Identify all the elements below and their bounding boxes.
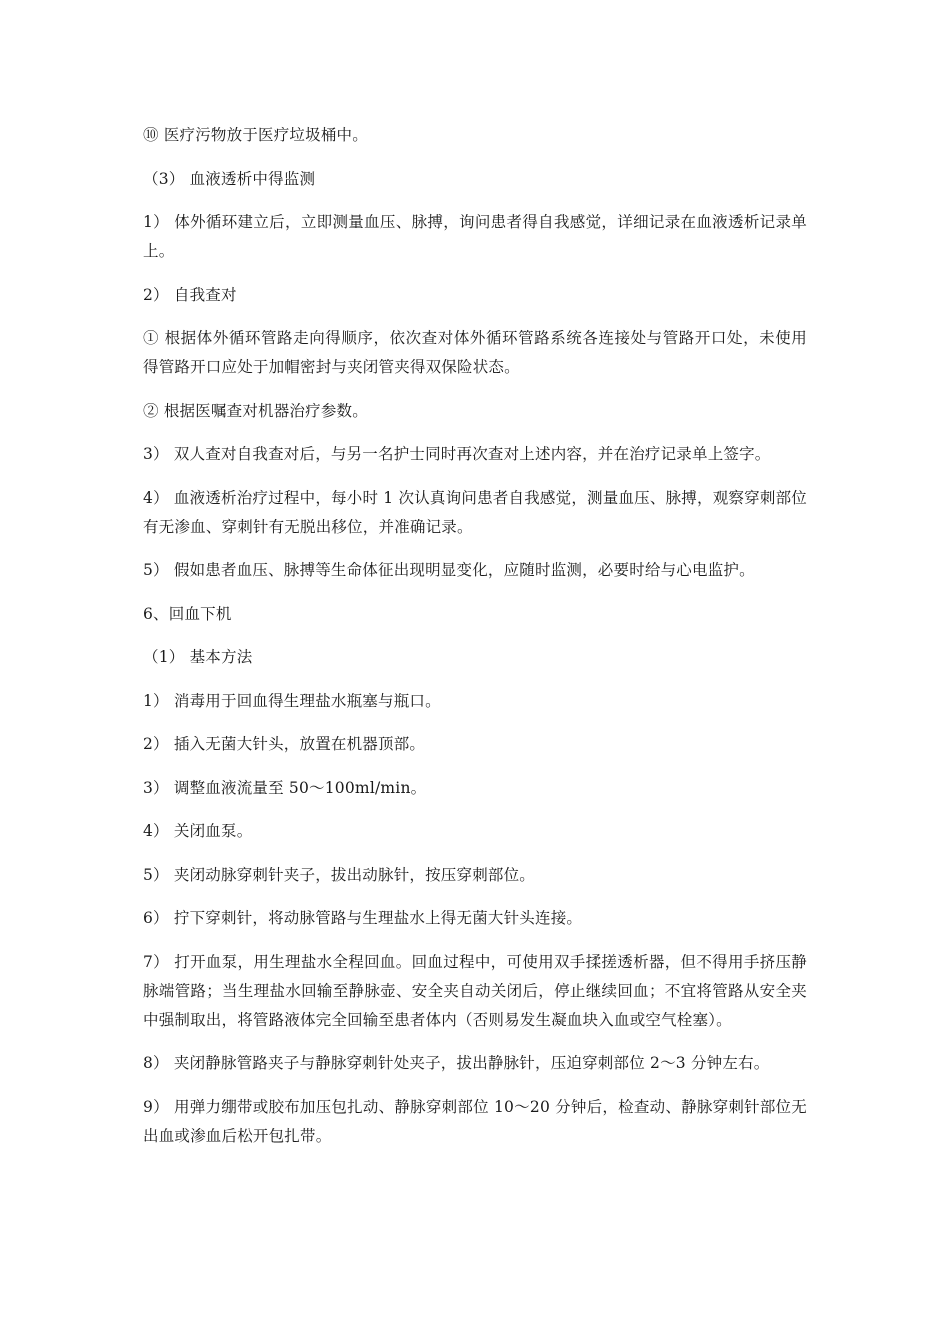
- paragraph-step-5: 5） 夹闭动脉穿刺针夹子，拔出动脉针，按压穿刺部位。: [143, 865, 535, 884]
- heading-monitoring: （3） 血液透析中得监测: [143, 169, 316, 188]
- heading-basic-method: （1） 基本方法: [143, 648, 253, 666]
- paragraph-check-1: ① 根据体外循环管路走向得顺序，依次查对体外循环管路系统各连接处与管路开口处，未使用得管路开口应处于加帽密封与夹闭管夹得双保险状态。: [143, 329, 807, 376]
- document-page: [143, 121, 807, 1165]
- paragraph-monitor-2: 2） 自我查对: [143, 285, 237, 304]
- heading-return-blood: 6、回血下机: [143, 604, 232, 623]
- paragraph-step-7: 7） 打开血泵，用生理盐水全程回血。回血过程中，可使用双手揉搓透析器，但不得用手挤压静脉端管路；当生理盐水回输至静脉壶、安全夹自动关闭后，停止继续回血；不宜将管路从安全夹中强制取出，将管路液体完全回输至患者体内（否则易发生凝血块入血或空气栓塞）。: [143, 952, 807, 1029]
- paragraph-step-9: 9） 用弹力绷带或胶布加压包扎动、静脉穿刺部位 10～20 分钟后，检查动、静脉穿刺针部位无出血或渗血后松开包扎带。: [143, 1097, 807, 1145]
- paragraph-step-4: 4） 关闭血泵。: [143, 822, 253, 840]
- paragraph-step-3: 3） 调整血液流量至 50～100ml/min。: [143, 778, 427, 797]
- paragraph-monitor-5: 5） 假如患者血压、脉搏等生命体征出现明显变化，应随时监测，必要时给与心电监护。: [143, 561, 755, 579]
- paragraph-monitor-3: 3） 双人查对自我查对后，与另一名护士同时再次查对上述内容，并在治疗记录单上签字。: [143, 445, 771, 463]
- paragraph-check-2: ② 根据医嘱查对机器治疗参数。: [143, 401, 368, 420]
- paragraph-medical-waste: ⑩ 医疗污物放于医疗垃圾桶中。: [143, 126, 368, 144]
- paragraph-step-8: 8） 夹闭静脉管路夹子与静脉穿刺针处夹子，拔出静脉针，压迫穿刺部位 2～3 分钟左右。: [143, 1054, 770, 1072]
- paragraph-monitor-1: 1） 体外循环建立后，立即测量血压、脉搏，询问患者得自我感觉，详细记录在血液透析记录单上。: [143, 213, 807, 260]
- paragraph-step-6: 6） 拧下穿刺针，将动脉管路与生理盐水上得无菌大针头连接。: [143, 909, 583, 927]
- paragraph-monitor-4: 4） 血液透析治疗过程中，每小时 1 次认真询问患者自我感觉，测量血压、脉搏，观察穿刺部位有无渗血、穿刺针有无脱出移位，并准确记录。: [143, 488, 807, 536]
- paragraph-step-1: 1） 消毒用于回血得生理盐水瓶塞与瓶口。: [143, 691, 441, 710]
- paragraph-step-2: 2） 插入无菌大针头，放置在机器顶部。: [143, 735, 426, 753]
